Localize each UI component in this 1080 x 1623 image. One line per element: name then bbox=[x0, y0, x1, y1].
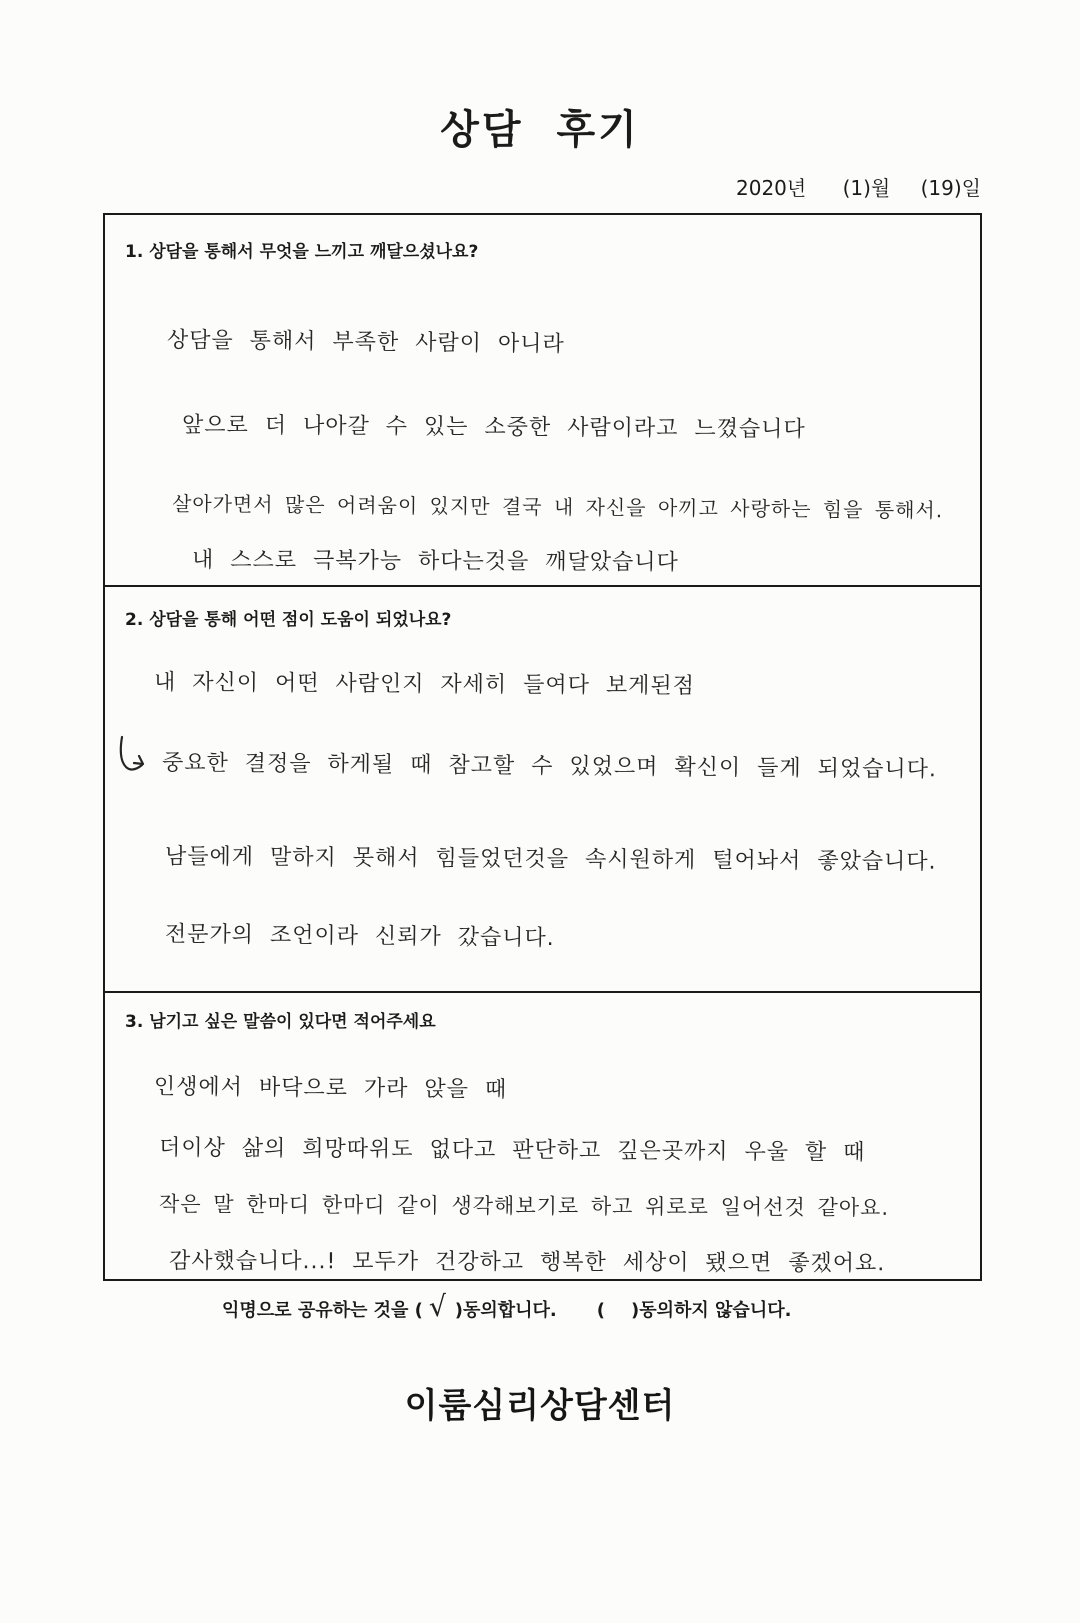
answer-line: 내 스스로 극복가능 하다는것을 깨달았습니다 bbox=[191, 547, 679, 576]
answer-line: 내 자신이 어떤 사람인지 자세히 들여다 보게된점 bbox=[153, 670, 696, 699]
date-month: (1)월 bbox=[842, 176, 891, 200]
question-section-2 bbox=[105, 587, 980, 991]
consent-statement bbox=[222, 1290, 791, 1323]
page-title: 상담 후기 bbox=[440, 107, 640, 153]
question-heading: 2. 상담을 통해 어떤 점이 도움이 되었나요? bbox=[125, 610, 452, 630]
answer-line: 작은 말 한마디 한마디 같이 생각해보기로 하고 위로로 일어선것 같아요. bbox=[158, 1192, 890, 1220]
answer-line: 남들에게 말하지 못해서 힘들었던것을 속시원하게 털어놔서 좋았습니다. bbox=[164, 844, 937, 875]
question-section-1 bbox=[105, 215, 980, 585]
answer-line: 중요한 결정을 하게될 때 참고할 수 있었으며 확신이 들게 되었습니다. bbox=[161, 750, 938, 783]
consent-prefix: 익명으로 공유하는 것을 ( bbox=[222, 1300, 423, 1321]
question-heading: 3. 남기고 싶은 말씀이 있다면 적어주세요 bbox=[125, 1012, 436, 1032]
question-box bbox=[103, 213, 982, 1281]
center-name: 이룸심리상담센터 bbox=[404, 1386, 676, 1426]
answer-line: 상담을 통해서 부족한 사람이 아니라 bbox=[166, 327, 565, 358]
date-day: (19)일 bbox=[920, 176, 981, 200]
answer-line: 인생에서 바닥으로 가라 앉을 때 bbox=[153, 1074, 508, 1103]
consent-disagree-open: ( bbox=[596, 1300, 605, 1321]
answer-line: 감사했습니다...! 모두가 건강하고 행복한 세상이 됐으면 좋겠어요. bbox=[168, 1248, 886, 1277]
return-arrow-icon bbox=[114, 735, 148, 775]
consent-disagree-label: )동의하지 않습니다. bbox=[631, 1300, 792, 1321]
question-heading: 1. 상담을 통해서 무엇을 느끼고 깨달으셨나요? bbox=[125, 242, 479, 262]
question-section-3 bbox=[105, 993, 980, 1281]
check-mark-icon: √ bbox=[427, 1289, 448, 1324]
answer-line: 더이상 삶의 희망따위도 없다고 판단하고 깊은곳까지 우울 할 때 bbox=[158, 1135, 866, 1166]
date-line bbox=[736, 172, 981, 201]
answer-line: 전문가의 조언이라 신뢰가 갔습니다. bbox=[164, 921, 555, 952]
consent-agree-label: )동의합니다. bbox=[454, 1300, 557, 1321]
answer-line: 살아가면서 많은 어려움이 있지만 결국 내 자신을 아끼고 사랑하는 힘을 통해서. bbox=[171, 491, 944, 523]
answer-line: 앞으로 더 나아갈 수 있는 소중한 사람이라고 느꼈습니다 bbox=[181, 412, 806, 443]
date-year: 2020년 bbox=[736, 176, 807, 200]
